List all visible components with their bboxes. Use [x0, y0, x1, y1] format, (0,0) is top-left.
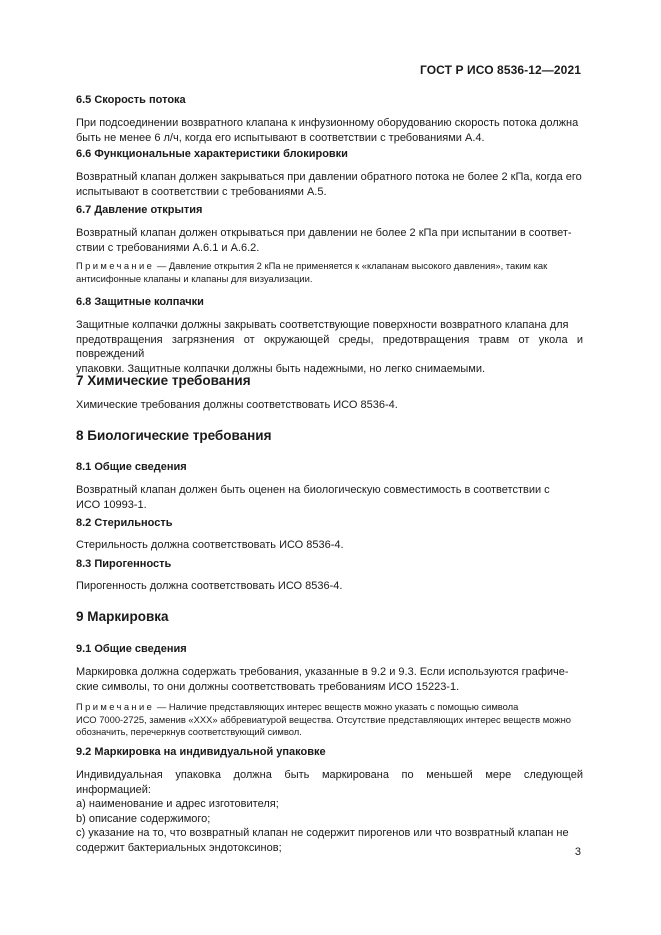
document-header: ГОСТ Р ИСО 8536-12—2021 — [419, 63, 581, 77]
section-9-1-note-line-2: ИСО 7000-2725, заменив «XXX» аббревиатурой вещества. Отсутствие представляющих интерес веществ можно — [76, 713, 571, 725]
section-8-2 — [76, 517, 583, 553]
section-6-8 — [76, 296, 583, 376]
section-9-1-note-line-3: обозначить, перечеркнув соответствующий символ. — [76, 726, 302, 737]
section-8-1-title: 8.1 Общие сведения — [76, 461, 187, 473]
section-6-8-line-3: упаковки. Защитные колпачки должны быть надежными, но легко снимаемыми. — [76, 362, 486, 375]
list-item-b: b) описание содержимого; — [76, 812, 211, 825]
section-6-6 — [76, 148, 583, 199]
section-9-1-line-2: ские символы, то они должны соответствовать требованиям ИСО 15223-1. — [76, 680, 460, 693]
section-9-1-line-1: Маркировка должна содержать требования, указанные в 9.2 и 9.3. Если используются графиче- — [76, 666, 569, 678]
section-6-5-line-1: При подсоединении возвратного клапана к инфузионному оборудованию скорость потока должна — [76, 117, 579, 129]
section-9-1-note-line-1 — [76, 701, 583, 714]
section-6-6-line-1: Возвратный клапан должен закрываться при давлении обратного потока не более 2 кПа, когда его — [76, 171, 582, 183]
section-9-2 — [76, 746, 583, 855]
list-item-a: a) наименование и адрес изготовителя; — [76, 798, 279, 810]
section-6-7-title: 6.7 Давление открытия — [76, 204, 203, 216]
section-9-1-title: 9.1 Общие сведения — [76, 643, 187, 655]
section-8-1-line-2: ИСО 10993-1. — [76, 498, 147, 511]
section-6-7-note-line-1 — [76, 260, 583, 273]
section-9-1 — [76, 643, 583, 739]
section-6-5-line-2: быть не менее 6 л/ч, когда его испытывают в соответствии с требованиями А.4. — [76, 131, 485, 144]
note-text: — Давление открытия 2 кПа не применяется к «клапанам высокого давления», таким как — [154, 260, 548, 271]
section-6-7-line-2: ствии с требованиями А.6.1 и А.6.2. — [76, 241, 260, 254]
section-8-2-line-1: Стерильность должна соответствовать ИСО 8536-4. — [76, 539, 344, 551]
note-label: Примечание — [76, 701, 155, 712]
section-9-2-title: 9.2 Маркировка на индивидуальной упаковке — [76, 746, 326, 758]
list-item-c-line-2: содержит бактериальных эндотоксинов; — [76, 841, 282, 854]
section-9-title: 9 Маркировка — [76, 609, 169, 624]
page-number: 3 — [574, 846, 581, 858]
section-8-title: 8 Биологические требования — [76, 428, 272, 443]
section-6-5-title: 6.5 Скорость потока — [76, 94, 186, 106]
section-9-2-line-1: Индивидуальная упаковка должна быть маркирована по меньшей мере следующей информацией: — [76, 769, 583, 796]
section-6-7-note-line-2: антисифонные клапаны и клапаны для визуализации. — [76, 272, 313, 284]
section-8-3 — [76, 558, 583, 594]
note-label: Примечание — [76, 260, 155, 271]
section-6-8-line-1: Защитные колпачки должны закрывать соответствующие поверхности возвратного клапана для — [76, 319, 569, 331]
section-6-6-title: 6.6 Функциональные характеристики блокировки — [76, 148, 348, 160]
section-8-1-line-1: Возвратный клапан должен быть оценен на биологическую совместимость в соответствии с — [76, 484, 550, 496]
section-6-6-line-2: испытывают в соответствии с требованиями А.5. — [76, 185, 327, 198]
list-item-c-line-1: c) указание на то, что возвратный клапан не содержит пирогенов или что возвратный клапан не — [76, 827, 569, 839]
note-text: — Наличие представляющих интерес веществ можно указать с помощью символа — [154, 701, 519, 712]
section-9 — [76, 609, 583, 625]
section-8 — [76, 428, 583, 444]
section-6-7-line-1: Возвратный клапан должен открываться при давлении не более 2 кПа при испытании в соответ- — [76, 227, 572, 239]
section-8-3-title: 8.3 Пирогенность — [76, 558, 172, 570]
section-8-2-title: 8.2 Стерильность — [76, 517, 173, 529]
section-8-1 — [76, 461, 583, 512]
section-7 — [76, 373, 583, 413]
section-7-line-1: Химические требования должны соответствовать ИСО 8536-4. — [76, 399, 398, 411]
section-8-3-line-1: Пирогенность должна соответствовать ИСО 8536-4. — [76, 580, 343, 592]
section-6-8-title: 6.8 Защитные колпачки — [76, 296, 204, 308]
section-7-title: 7 Химические требования — [76, 373, 251, 388]
section-6-8-line-2: предотвращения загрязнения от окружающей среды, предотвращения травм от укола и повреждений — [76, 333, 583, 360]
section-6-5 — [76, 94, 583, 145]
section-6-7 — [76, 204, 583, 285]
